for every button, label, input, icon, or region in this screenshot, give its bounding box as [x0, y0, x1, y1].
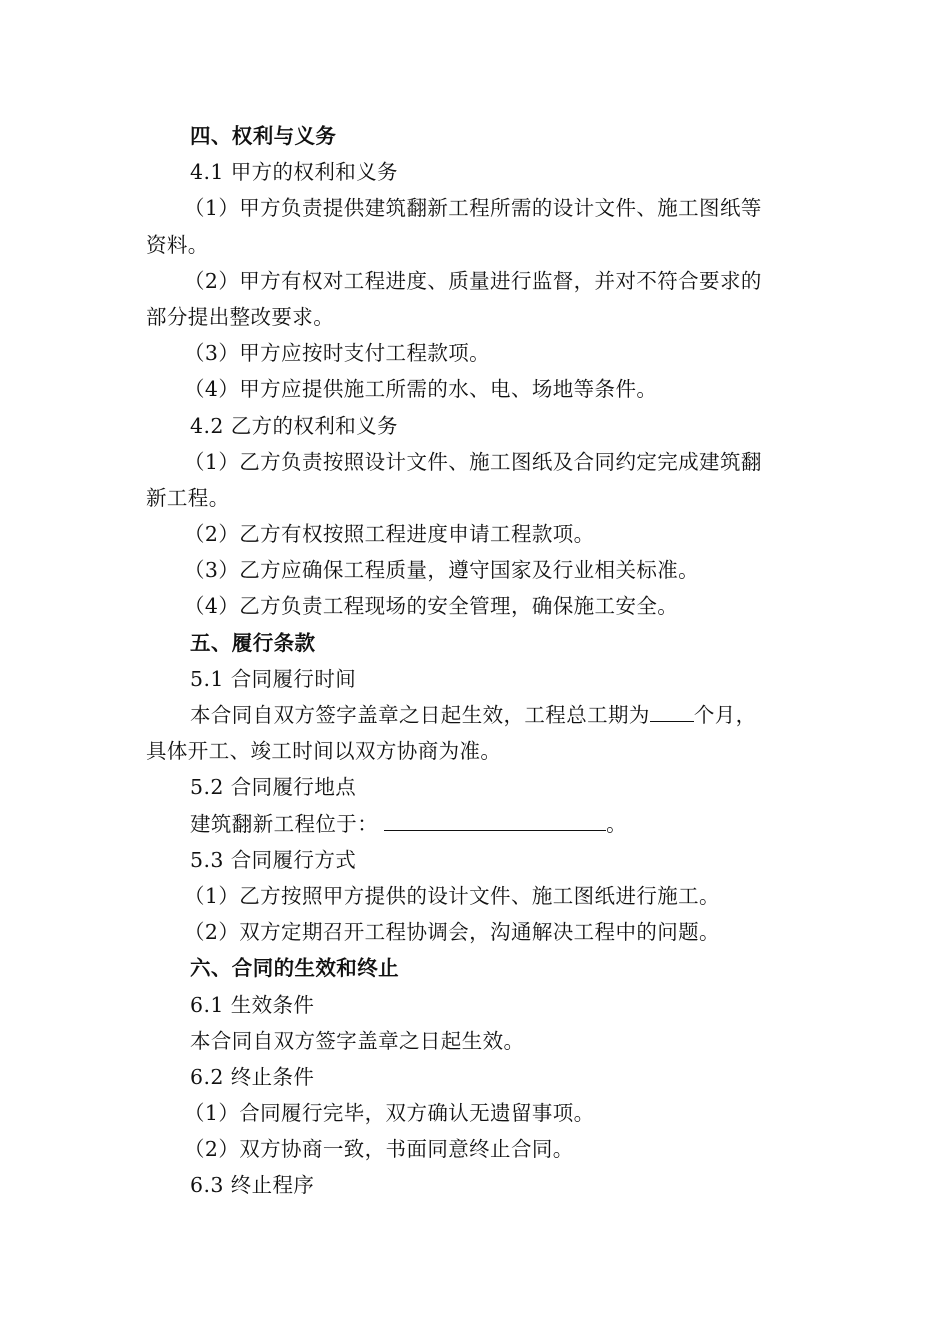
clause-party-b-1-cont: 新工程。: [146, 485, 230, 510]
clause-party-b-1: （1）乙方负责按照设计文件、施工图纸及合同约定完成建筑翻: [184, 449, 762, 474]
clause-party-a-3: （3）甲方应按时支付工程款项。: [184, 341, 491, 366]
clause-termination-2: （2）双方协商一致，书面同意终止合同。: [184, 1137, 574, 1162]
clause-performance-method-1: （1）乙方按照甲方提供的设计文件、施工图纸进行施工。: [184, 883, 720, 908]
subsection-title-termination-procedure: 6.3 终止程序: [190, 1173, 315, 1198]
clause-party-b-4: （4）乙方负责工程现场的安全管理，确保施工安全。: [184, 594, 679, 619]
clause-effective-conditions: 本合同自双方签字盖章之日起生效。: [190, 1028, 525, 1053]
clause-performance-time: [146, 697, 810, 733]
clause-party-a-2-cont: 部分提出整改要求。: [146, 304, 335, 329]
document-body: [146, 118, 810, 1204]
clause-party-a-2: （2）甲方有权对工程进度、质量进行监督，并对不符合要求的: [184, 268, 762, 293]
subsection-title-party-a: 4.1 甲方的权利和义务: [190, 160, 398, 185]
section-heading-rights-obligations: 四、权利与义务: [190, 124, 337, 148]
duration-blank-field: [650, 699, 694, 722]
subsection-title-performance-method: 5.3 合同履行方式: [190, 847, 357, 872]
clause-party-a-1: （1）甲方负责提供建筑翻新工程所需的设计文件、施工图纸等: [184, 196, 762, 221]
clause-performance-location-end: 。: [606, 811, 628, 836]
section-heading-performance: 五、履行条款: [190, 630, 316, 655]
clause-performance-location-text: 建筑翻新工程位于：: [190, 811, 379, 836]
subsection-title-termination-conditions: 6.2 终止条件: [190, 1064, 315, 1089]
clause-performance-method-2: （2）双方定期召开工程协调会，沟通解决工程中的问题。: [184, 920, 720, 945]
subsection-title-performance-location: 5.2 合同履行地点: [190, 775, 357, 800]
subsection-title-effective-conditions: 6.1 生效条件: [190, 992, 315, 1017]
clause-performance-time-text: 本合同自双方签字盖章之日起生效，工程总工期为: [190, 703, 650, 727]
clause-performance-time-unit: 个月，: [693, 703, 757, 727]
clause-party-a-4: （4）甲方应提供施工所需的水、电、场地等条件。: [184, 377, 658, 402]
section-heading-effect-termination: 六、合同的生效和终止: [190, 956, 399, 981]
subsection-title-performance-time: 5.1 合同履行时间: [190, 666, 357, 691]
clause-termination-1: （1）合同履行完毕，双方确认无遗留事项。: [184, 1101, 595, 1126]
clause-party-b-2: （2）乙方有权按照工程进度申请工程款项。: [184, 522, 595, 547]
clause-party-b-3: （3）乙方应确保工程质量，遵守国家及行业相关标准。: [184, 558, 700, 583]
clause-party-a-1-cont: 资料。: [146, 232, 209, 257]
location-blank-field: [384, 808, 606, 831]
subsection-title-party-b: 4.2 乙方的权利和义务: [190, 413, 398, 438]
clause-performance-time-cont: 具体开工、竣工时间以双方协商为准。: [146, 739, 502, 764]
clause-performance-location: [146, 806, 810, 842]
